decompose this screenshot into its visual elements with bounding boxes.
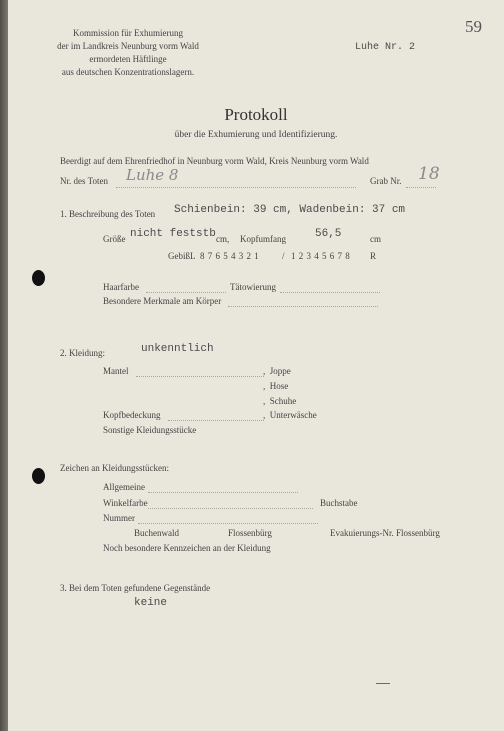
deceased-number-label: Nr. des Toten xyxy=(60,176,108,186)
section-3-heading: 3. Bei dem Toten gefundene Gegenstände xyxy=(60,583,211,593)
buchenwald-label: Buchenwald xyxy=(134,528,179,538)
shoes-label: , Schuhe xyxy=(263,396,297,406)
evacuation-number-label: Evakuierungs-Nr. Flossenbürg xyxy=(330,528,440,538)
flossenbuerg-label: Flossenbürg xyxy=(228,528,272,538)
org-line-2: der im Landkreis Neunburg vorm Wald xyxy=(57,41,199,51)
punch-hole-bottom xyxy=(32,468,45,484)
tattoo-label: Tätowierung xyxy=(230,282,276,292)
deceased-number-value: Luhe 8 xyxy=(126,166,179,184)
grave-number-label: Grab Nr. xyxy=(370,176,402,186)
headwear-label: Kopfbedeckung xyxy=(103,410,161,420)
grave-number-line xyxy=(406,187,436,188)
document-subtitle: über die Exhumierung und Identifizierung. xyxy=(174,130,338,140)
letter-label: Buchstabe xyxy=(320,498,358,508)
document-title: Protokoll xyxy=(224,105,288,124)
clothing-value: unkenntlich xyxy=(141,343,214,355)
teeth-left-row: 8 7 6 5 4 3 2 1 xyxy=(200,251,260,261)
coat-label: Mantel xyxy=(103,366,129,376)
found-items-value: keine xyxy=(134,597,168,609)
remains-description: Schienbein: 39 cm, Wadenbein: 37 cm xyxy=(174,204,406,216)
teeth-right-marker: R xyxy=(370,251,377,261)
document-page xyxy=(8,0,504,731)
other-marks-label: Noch besondere Kennzeichen an der Kleidung xyxy=(103,543,271,553)
height-value: nicht feststb xyxy=(130,228,216,240)
special-marks-line xyxy=(228,306,378,307)
teeth-separator: / xyxy=(282,251,285,261)
general-signs-label: Allgemeine xyxy=(103,482,145,492)
triangle-color-line xyxy=(148,508,313,509)
general-signs-line xyxy=(148,492,298,493)
pants-label: , Hose xyxy=(263,381,289,391)
height-label: Größe xyxy=(103,234,126,244)
coat-line xyxy=(136,376,264,377)
head-circumference-value: 56,5 xyxy=(315,228,342,240)
org-line-4: aus deutschen Konzentrationslagern. xyxy=(61,67,195,77)
teeth-left-marker: L xyxy=(190,251,196,261)
triangle-color-label: Winkelfarbe xyxy=(103,498,148,508)
deceased-number-line xyxy=(116,187,356,188)
prisoner-number-line xyxy=(138,523,318,524)
org-line-1: Kommission für Exhumierung xyxy=(73,28,183,38)
head-circumference-unit: cm xyxy=(370,234,381,244)
jacket-label: , Joppe xyxy=(263,366,291,376)
teeth-label: Gebiß xyxy=(168,251,190,261)
punch-hole-top xyxy=(32,270,45,286)
headwear-line xyxy=(168,420,264,421)
hair-color-line xyxy=(146,292,226,293)
burial-location: Beerdigt auf dem Ehrenfriedhof in Neunburg vorm Wald, Kreis Neunburg vorm Wald xyxy=(60,156,369,166)
underwear-label: , Unterwäsche xyxy=(263,410,317,420)
head-circumference-label: Kopfumfang xyxy=(240,234,286,244)
pencil-mark xyxy=(376,683,390,684)
grave-number-value: 18 xyxy=(418,164,440,184)
prisoner-number-label: Nummer xyxy=(103,513,135,523)
clothing-signs-heading: Zeichen an Kleidungsstücken: xyxy=(60,463,169,473)
other-clothing-label: Sonstige Kleidungsstücke xyxy=(103,425,197,435)
special-marks-label: Besondere Merkmale am Körper xyxy=(103,296,222,306)
hair-color-label: Haarfarbe xyxy=(103,282,139,292)
org-line-3: ermordeten Häftlinge xyxy=(89,54,167,64)
tattoo-line xyxy=(280,292,380,293)
page-binding-edge xyxy=(0,0,8,731)
page-number: 59 xyxy=(465,17,482,36)
teeth-right-row: 1 2 3 4 5 6 7 8 xyxy=(291,251,351,261)
section-2-heading: 2. Kleidung: xyxy=(60,348,105,358)
height-unit: cm, xyxy=(216,234,230,244)
section-1-heading: 1. Beschreibung des Toten xyxy=(60,209,156,219)
file-reference: Luhe Nr. 2 xyxy=(355,42,416,53)
